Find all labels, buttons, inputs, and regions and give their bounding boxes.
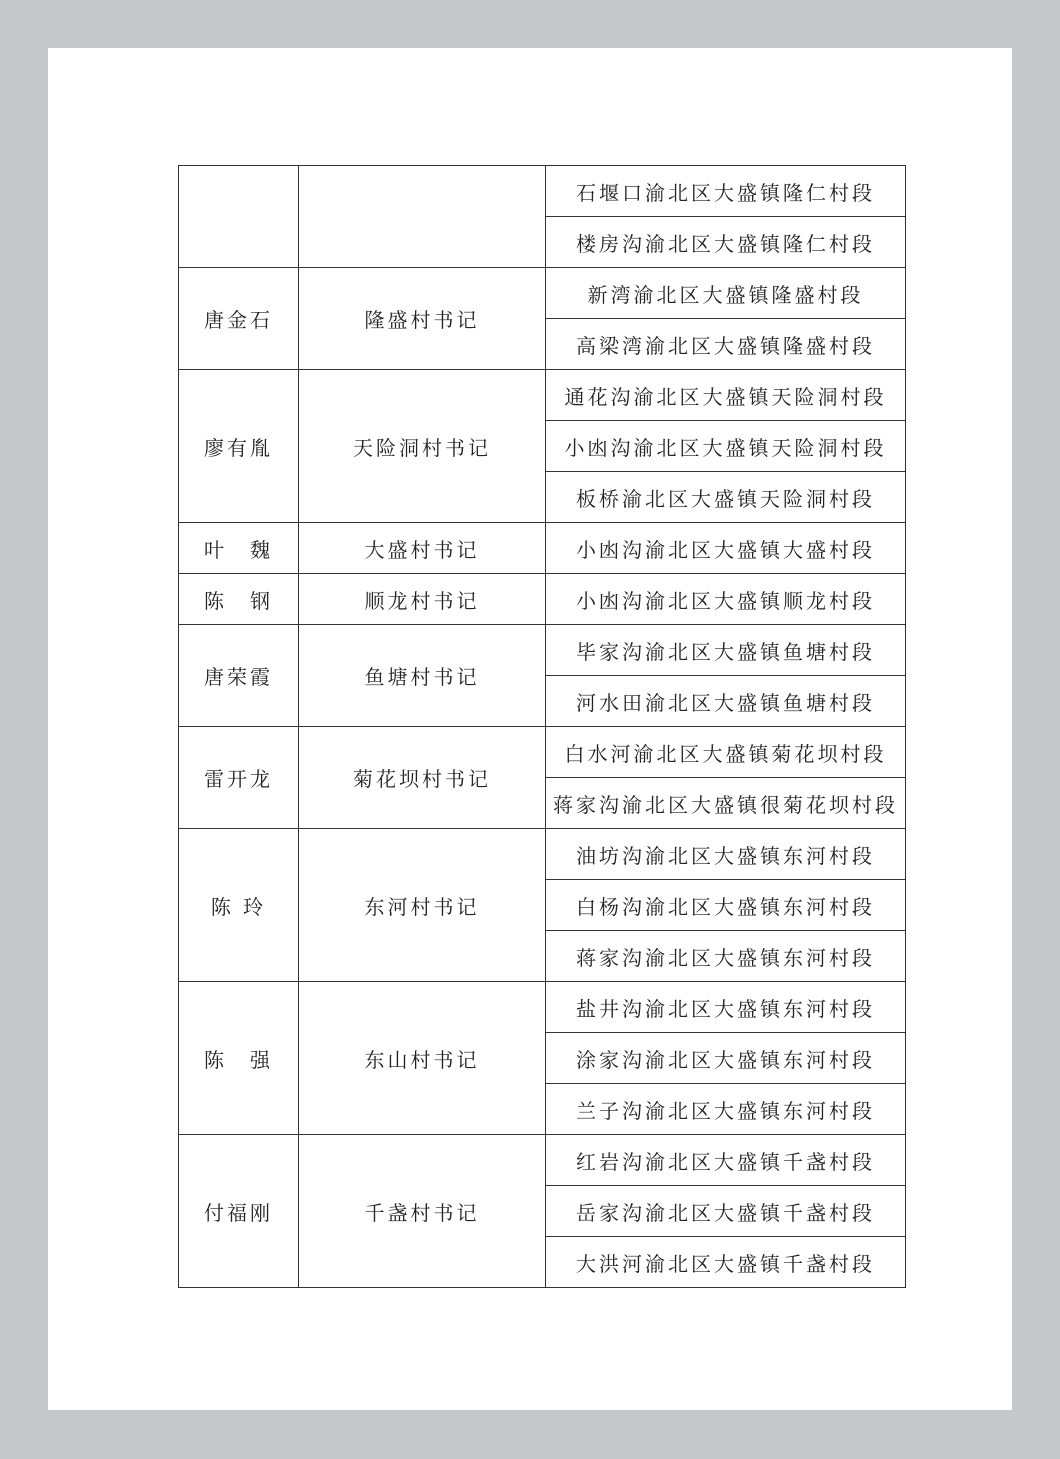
river-section-cell: 河水田渝北区大盛镇鱼塘村段 (546, 676, 906, 727)
river-section-cell: 岳家沟渝北区大盛镇千盏村段 (546, 1186, 906, 1237)
river-section-cell: 盐井沟渝北区大盛镇东河村段 (546, 982, 906, 1033)
table-row (179, 625, 906, 676)
river-section-cell: 毕家沟渝北区大盛镇鱼塘村段 (546, 625, 906, 676)
position-cell: 东河村书记 (299, 829, 546, 982)
position-cell: 隆盛村书记 (299, 268, 546, 370)
river-section-cell: 小凼沟渝北区大盛镇天险洞村段 (546, 421, 906, 472)
person-name-cell: 陈 玲 (179, 829, 299, 982)
river-section-cell: 油坊沟渝北区大盛镇东河村段 (546, 829, 906, 880)
table-row (179, 268, 906, 319)
river-section-cell: 大洪河渝北区大盛镇千盏村段 (546, 1237, 906, 1288)
person-name-cell: 陈 钢 (179, 574, 299, 625)
position-cell: 东山村书记 (299, 982, 546, 1135)
person-name-cell: 陈 强 (179, 982, 299, 1135)
position-cell: 大盛村书记 (299, 523, 546, 574)
person-name-cell: 付福刚 (179, 1135, 299, 1288)
river-section-cell: 通花沟渝北区大盛镇天险洞村段 (546, 370, 906, 421)
position-cell: 鱼塘村书记 (299, 625, 546, 727)
river-section-cell: 小凼沟渝北区大盛镇顺龙村段 (546, 574, 906, 625)
river-section-cell: 红岩沟渝北区大盛镇千盏村段 (546, 1135, 906, 1186)
table-row (179, 574, 906, 625)
position-cell: 菊花坝村书记 (299, 727, 546, 829)
table-row (179, 523, 906, 574)
river-section-cell: 白水河渝北区大盛镇菊花坝村段 (546, 727, 906, 778)
river-section-cell: 高梁湾渝北区大盛镇隆盛村段 (546, 319, 906, 370)
table-row (179, 727, 906, 778)
river-chief-table (178, 165, 906, 1288)
document-page (48, 48, 1012, 1410)
river-section-cell: 蒋家沟渝北区大盛镇东河村段 (546, 931, 906, 982)
position-cell (299, 166, 546, 268)
river-section-cell: 蒋家沟渝北区大盛镇很菊花坝村段 (546, 778, 906, 829)
person-name-cell: 叶 魏 (179, 523, 299, 574)
position-cell: 千盏村书记 (299, 1135, 546, 1288)
position-cell: 顺龙村书记 (299, 574, 546, 625)
river-section-cell: 兰子沟渝北区大盛镇东河村段 (546, 1084, 906, 1135)
person-name-cell: 唐荣霞 (179, 625, 299, 727)
table-row (179, 166, 906, 217)
river-section-cell: 楼房沟渝北区大盛镇隆仁村段 (546, 217, 906, 268)
person-name-cell: 雷开龙 (179, 727, 299, 829)
river-section-cell: 白杨沟渝北区大盛镇东河村段 (546, 880, 906, 931)
river-section-cell: 小凼沟渝北区大盛镇大盛村段 (546, 523, 906, 574)
river-section-cell: 板桥渝北区大盛镇天险洞村段 (546, 472, 906, 523)
river-section-cell: 石堰口渝北区大盛镇隆仁村段 (546, 166, 906, 217)
position-cell: 天险洞村书记 (299, 370, 546, 523)
table-row (179, 982, 906, 1033)
person-name-cell: 唐金石 (179, 268, 299, 370)
table-body (179, 166, 906, 1288)
person-name-cell (179, 166, 299, 268)
table-row (179, 829, 906, 880)
river-section-cell: 新湾渝北区大盛镇隆盛村段 (546, 268, 906, 319)
river-section-cell: 涂家沟渝北区大盛镇东河村段 (546, 1033, 906, 1084)
person-name-cell: 廖有胤 (179, 370, 299, 523)
table-row (179, 1135, 906, 1186)
table-row (179, 370, 906, 421)
